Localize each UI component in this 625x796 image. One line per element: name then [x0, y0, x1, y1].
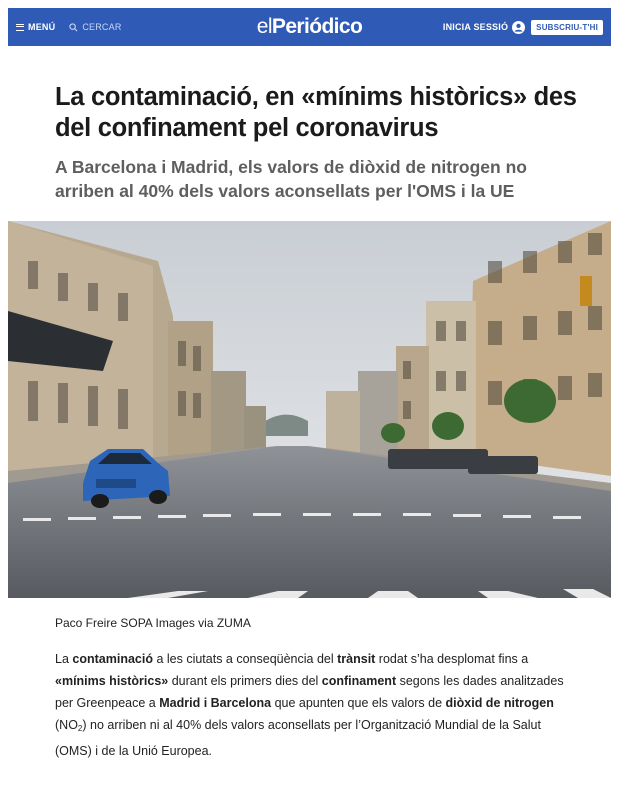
body-text-segment: La [55, 652, 73, 666]
photo-caption: Paco Freire SOPA Images via ZUMA [55, 616, 251, 630]
body-text-segment: que apunten que els valors de [271, 696, 446, 710]
article-photo-empty-street [8, 221, 611, 598]
search-icon [69, 23, 78, 32]
body-highlight-minims-historics: «mínims històrics» [55, 674, 169, 688]
article-body-paragraph [55, 648, 570, 762]
menu-label: MENÚ [28, 22, 56, 32]
no2-subscript: 2 [77, 724, 83, 733]
article-headline: La contaminació, en «mínims històrics» des del confinament pel coronavirus [55, 83, 577, 142]
topbar-right-group [391, 20, 611, 35]
subscribe-button[interactable]: SUBSCRIU-T'HI [531, 20, 603, 35]
article-subtitle: A Barcelona i Madrid, els valors de diòxid de nitrogen no arriben al 40% dels valors aconsellats per l'OMS i la UE [55, 157, 527, 201]
body-highlight-dioxid-nitrogen: diòxid de nitrogen [445, 696, 554, 710]
hamburger-menu-icon [16, 24, 24, 31]
body-text-segment: (NO [55, 718, 78, 732]
body-text-segment: durant els primers dies del [168, 674, 322, 688]
body-text-segment: rodat s’ha desplomat fins a [375, 652, 529, 666]
top-navigation-bar [8, 8, 611, 46]
menu-button[interactable] [16, 22, 55, 32]
search-label: CERCAR [82, 22, 122, 32]
login-button[interactable] [443, 21, 525, 34]
body-highlight-madrid-barcelona: Madrid i Barcelona [159, 696, 272, 710]
body-text-segment: segons les dades analitzades per Greenpeace a [55, 674, 564, 710]
user-account-icon [512, 21, 525, 34]
site-logo[interactable] [228, 15, 391, 39]
topbar-left-group [8, 22, 228, 32]
body-highlight-contaminacio: contaminació [72, 652, 153, 666]
body-highlight-transit: trànsit [337, 652, 376, 666]
logo-prefix: el [256, 15, 272, 38]
login-label: INICIA SESSIÓ [442, 22, 509, 32]
logo-main: Periódico [271, 15, 363, 38]
search-button[interactable] [69, 22, 121, 32]
body-text-segment: a les ciutats a conseqüència del [152, 652, 338, 666]
body-text-segment: ) no arriben ni al 40% dels valors aconsellats per l’Organització Mundial de la Salut (OMS) i de la Unió Europea. [55, 718, 541, 758]
body-highlight-confinament: confinament [321, 674, 397, 688]
